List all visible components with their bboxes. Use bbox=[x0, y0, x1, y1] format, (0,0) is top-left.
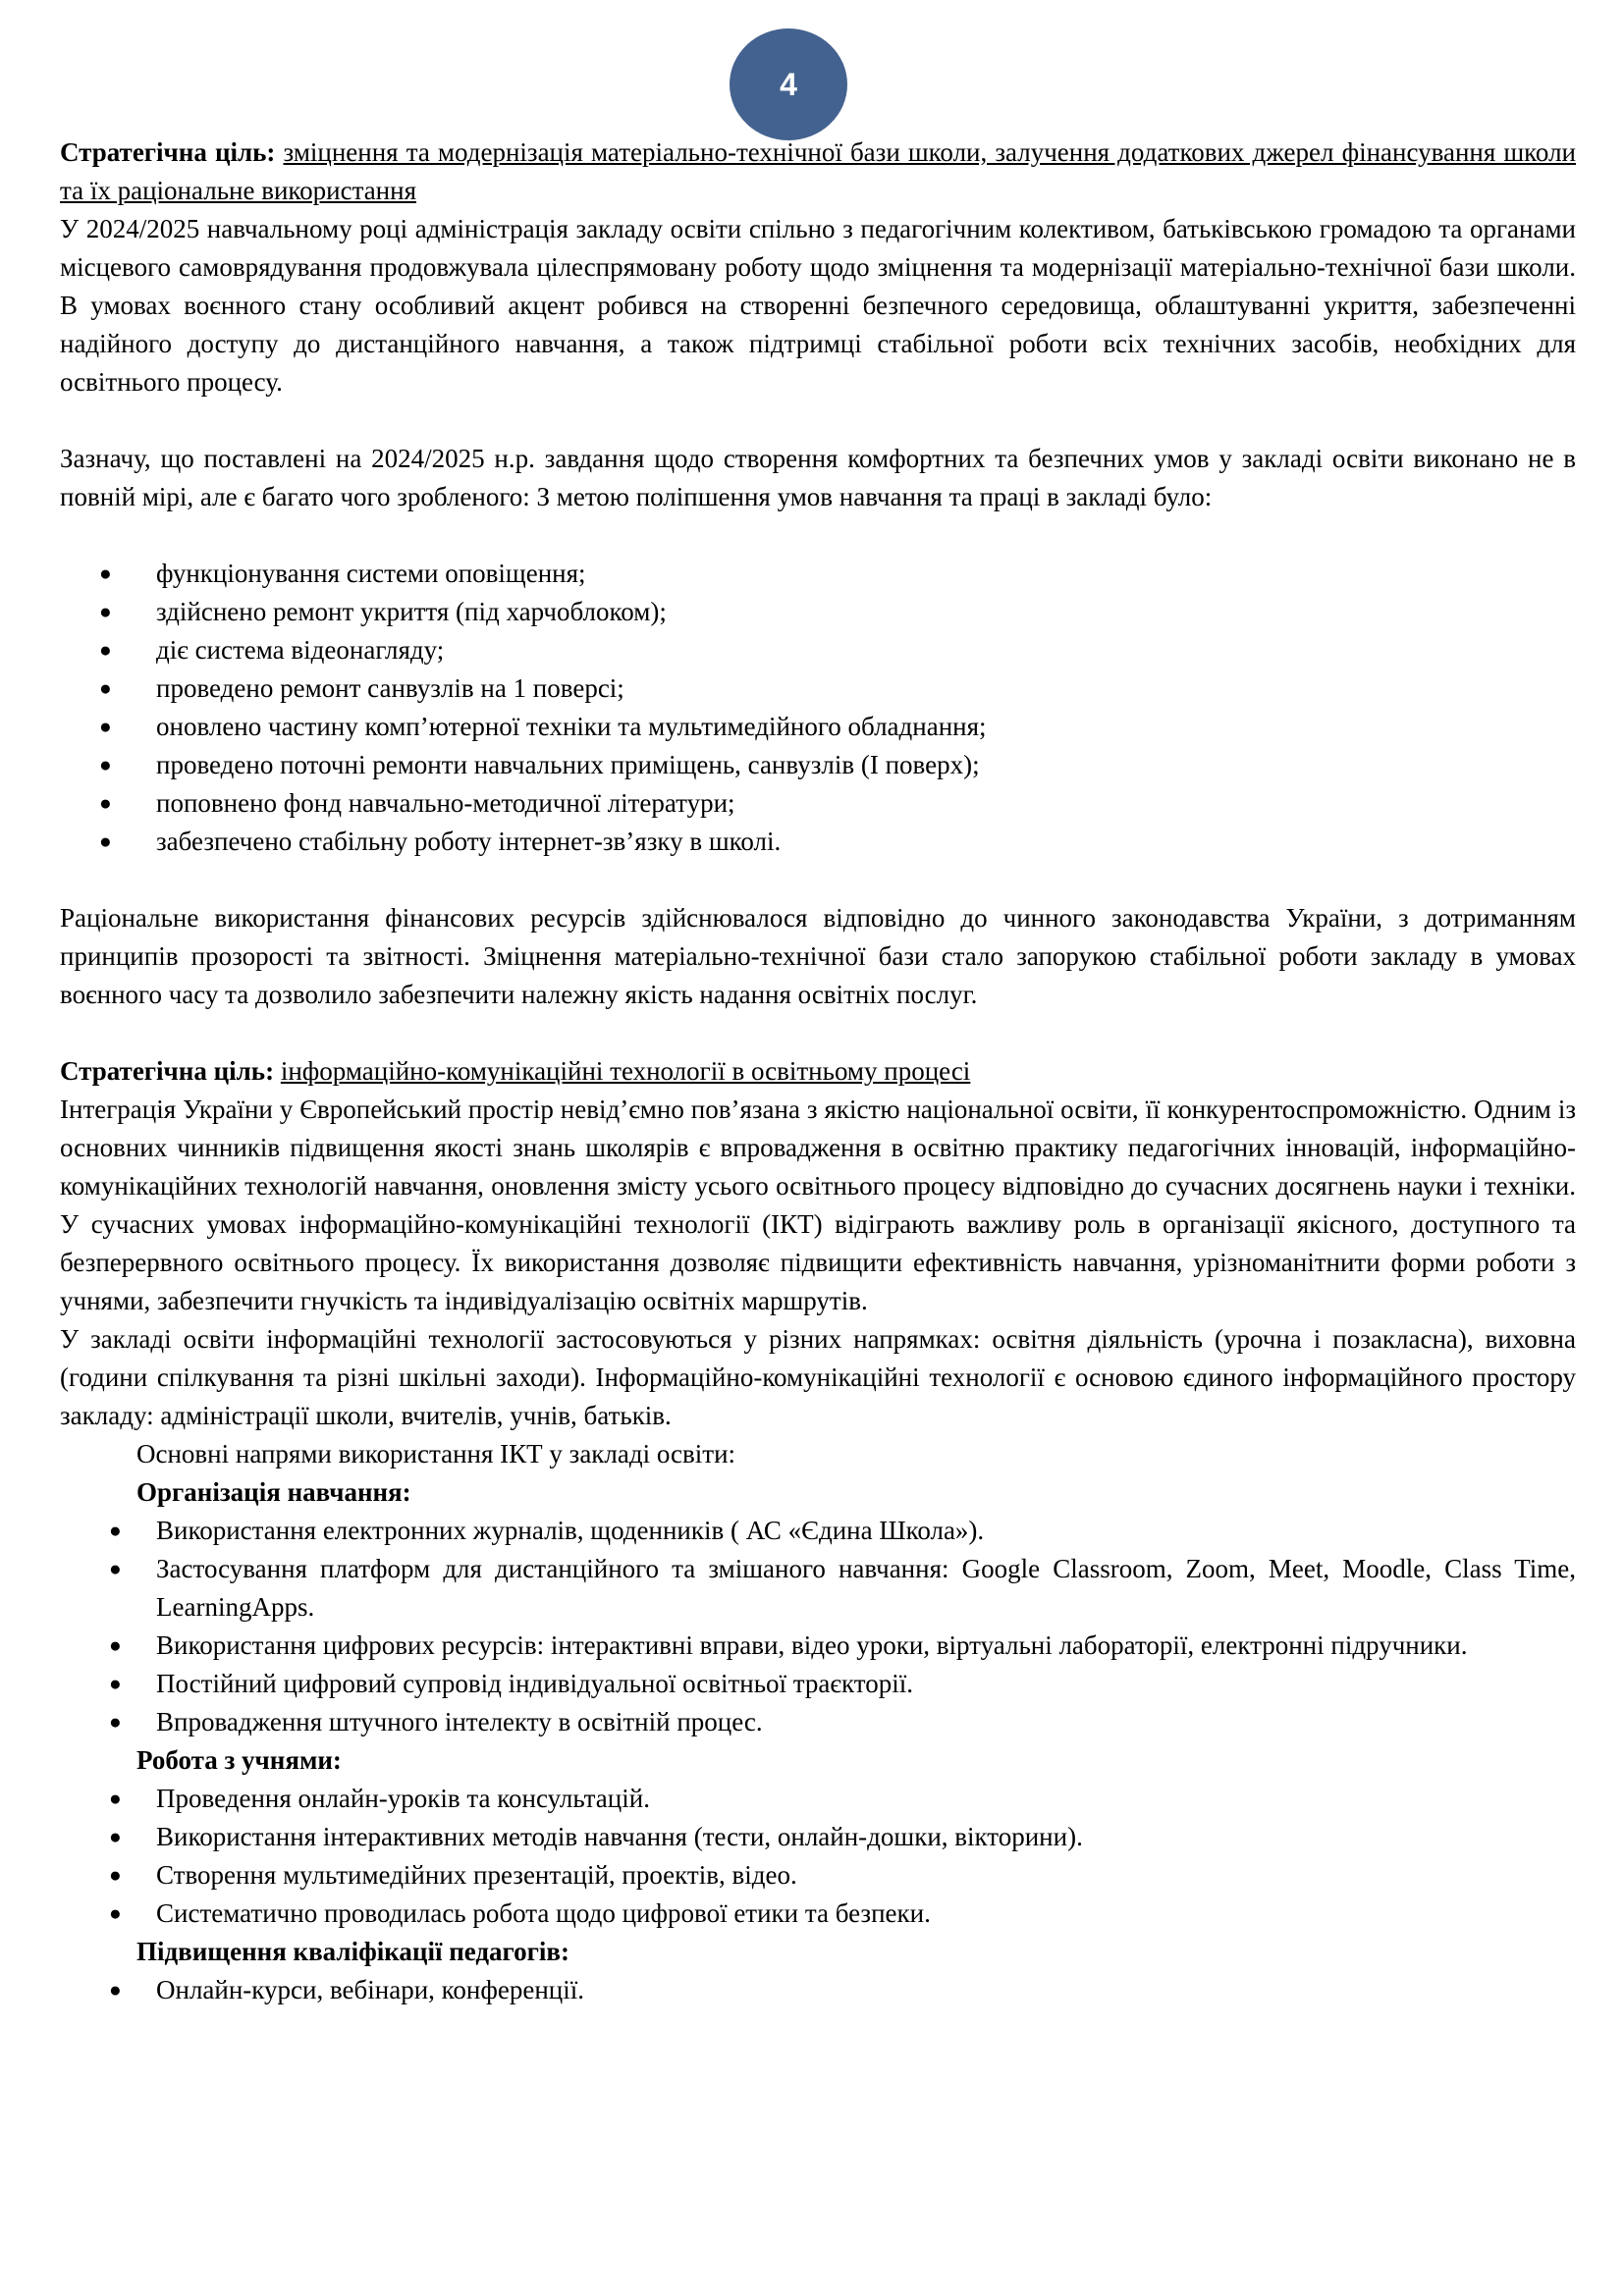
list-item: ● Постійний цифровий супровід індивідуальної освітньої траєкторії. bbox=[60, 1665, 1576, 1703]
list-item: ● здійснено ремонт укриття (під харчоблоком); bbox=[60, 593, 1576, 631]
list-item: ● оновлено частину комп’ютерної техніки та мультимедійного обладнання; bbox=[60, 708, 1576, 746]
paragraph: У 2024/2025 навчальному році адміністрація закладу освіти спільно з педагогічним колективом, батьківською громадою та органами місцевого самоврядування продовжувала цілеспрямовану роботу щодо зміцнення та модернізації матеріально-технічної бази школи. В умовах воєнного стану особливий акцент робився на створенні безпечного середовища, облаштуванні укриття, забезпеченні надійного доступу до дистанційного навчання, а також підтримці стабільної роботи всіх технічних засобів, необхідних для освітнього процесу. bbox=[60, 214, 1576, 397]
goal-label: Стратегічна ціль: bbox=[60, 137, 276, 167]
list-item: ● Проведення онлайн-уроків та консультацій. bbox=[60, 1780, 1576, 1818]
list-item: ● поповнено фонд навчально-методичної літератури; bbox=[60, 784, 1576, 823]
paragraph: Зазначу, що поставлені на 2024/2025 н.р. завдання щодо створення комфортних та безпечних умов у закладі освіти виконано не в повній мірі, але є багато чого зробленого: З метою поліпшення умов навчання та праці в закладі було: bbox=[60, 444, 1576, 511]
list-item: ● Використання електронних журналів, щоденників ( АС «Єдина Школа»). bbox=[60, 1512, 1576, 1550]
list-item: ● Систематично проводилась робота щодо цифрової етики та безпеки. bbox=[60, 1895, 1576, 1933]
paragraph: У закладі освіти інформаційні технології застосовуються у різних напрямках: освітня діяльність (урочна і позакласна), виховна (години спілкування та різні шкільні заходи). Інформаційно-комунікаційні технології є основою єдиного інформаційного простору закладу: адміністрації школи, вчителів, учнів, батьків. bbox=[60, 1324, 1576, 1430]
list-item: ● проведено поточні ремонти навчальних приміщень, санвузлів (І поверх); bbox=[60, 746, 1576, 784]
subsection-heading: Підвищення кваліфікації педагогів: bbox=[136, 1937, 569, 1966]
goal-label: Стратегічна ціль: bbox=[60, 1056, 275, 1086]
list-item: ● Використання інтерактивних методів навчання (тести, онлайн-дошки, вікторини). bbox=[60, 1818, 1576, 1856]
strategic-goal-2 bbox=[60, 1052, 1576, 1091]
list-item: ● Використання цифрових ресурсів: інтерактивні вправи, відео уроки, віртуальні лабораторії, електронні підручники. bbox=[60, 1627, 1576, 1665]
subsection-heading: Організація навчання: bbox=[136, 1477, 411, 1507]
paragraph: Інтеграція України у Європейський простір невід’ємно пов’язана з якістю національної освіти, її конкурентоспроможністю. Одним із основних чинників підвищення якості знань школярів є впровадження в освітню практику педагогічних інновацій, інформаційно-комунікаційних технологій навчання, оновлення змісту усього освітнього процесу відповідно до сучасних досягнень науки і техніки. У сучасних умовах інформаційно-комунікаційні технології (ІКТ) відіграють важливу роль в організації якісного, доступного та безперервного освітнього процесу. Їх використання дозволяє підвищити ефективність навчання, урізноманітнити форми роботи з учнями, забезпечити гнучкість та індивідуалізацію освітніх маршрутів. bbox=[60, 1095, 1576, 1315]
list-item: ● діє система відеонагляду; bbox=[60, 631, 1576, 669]
strategic-goal-1 bbox=[60, 133, 1576, 210]
list-item: ● Онлайн-курси, вебінари, конференції. bbox=[60, 1971, 1576, 2009]
improvements-list bbox=[60, 555, 1576, 861]
ict-list-learning bbox=[60, 1512, 1576, 1741]
list-item: ● забезпечено стабільну роботу інтернет-зв’язку в школі. bbox=[60, 823, 1576, 861]
page-content bbox=[60, 133, 1576, 2009]
paragraph: Раціональне використання фінансових ресурсів здійснювалося відповідно до чинного законодавства України, з дотриманням принципів прозорості та звітності. Зміцнення матеріально-технічної бази стало запорукою стабільної роботи закладу в умовах воєнного часу та дозволило забезпечити належну якість надання освітніх послуг. bbox=[60, 903, 1576, 1009]
list-item: ● Впровадження штучного інтелекту в освітній процес. bbox=[60, 1703, 1576, 1741]
ict-list-students bbox=[60, 1780, 1576, 1933]
list-item: ● функціонування системи оповіщення; bbox=[60, 555, 1576, 593]
ict-list-teachers bbox=[60, 1971, 1576, 2009]
ict-intro: Основні напрями використання ІКТ у закладі освіти: bbox=[136, 1439, 736, 1468]
page-number-badge: 4 bbox=[730, 28, 847, 140]
subsection-heading: Робота з учнями: bbox=[136, 1745, 342, 1775]
list-item: ● Застосування платформ для дистанційного та змішаного навчання: Google Classroom, Zoom, Meet, Moodle, Class Time, LearningApps. bbox=[60, 1550, 1576, 1627]
list-item: ● Створення мультимедійних презентацій, проектів, відео. bbox=[60, 1856, 1576, 1895]
list-item: ● проведено ремонт санвузлів на 1 поверсі; bbox=[60, 669, 1576, 708]
goal-text: інформаційно-комунікаційні технології в освітньому процесі bbox=[280, 1056, 971, 1086]
goal-text: зміцнення та модернізація матеріально-технічної бази школи, залучення додаткових джерел фінансування школи та їх раціональне використання bbox=[60, 137, 1576, 205]
